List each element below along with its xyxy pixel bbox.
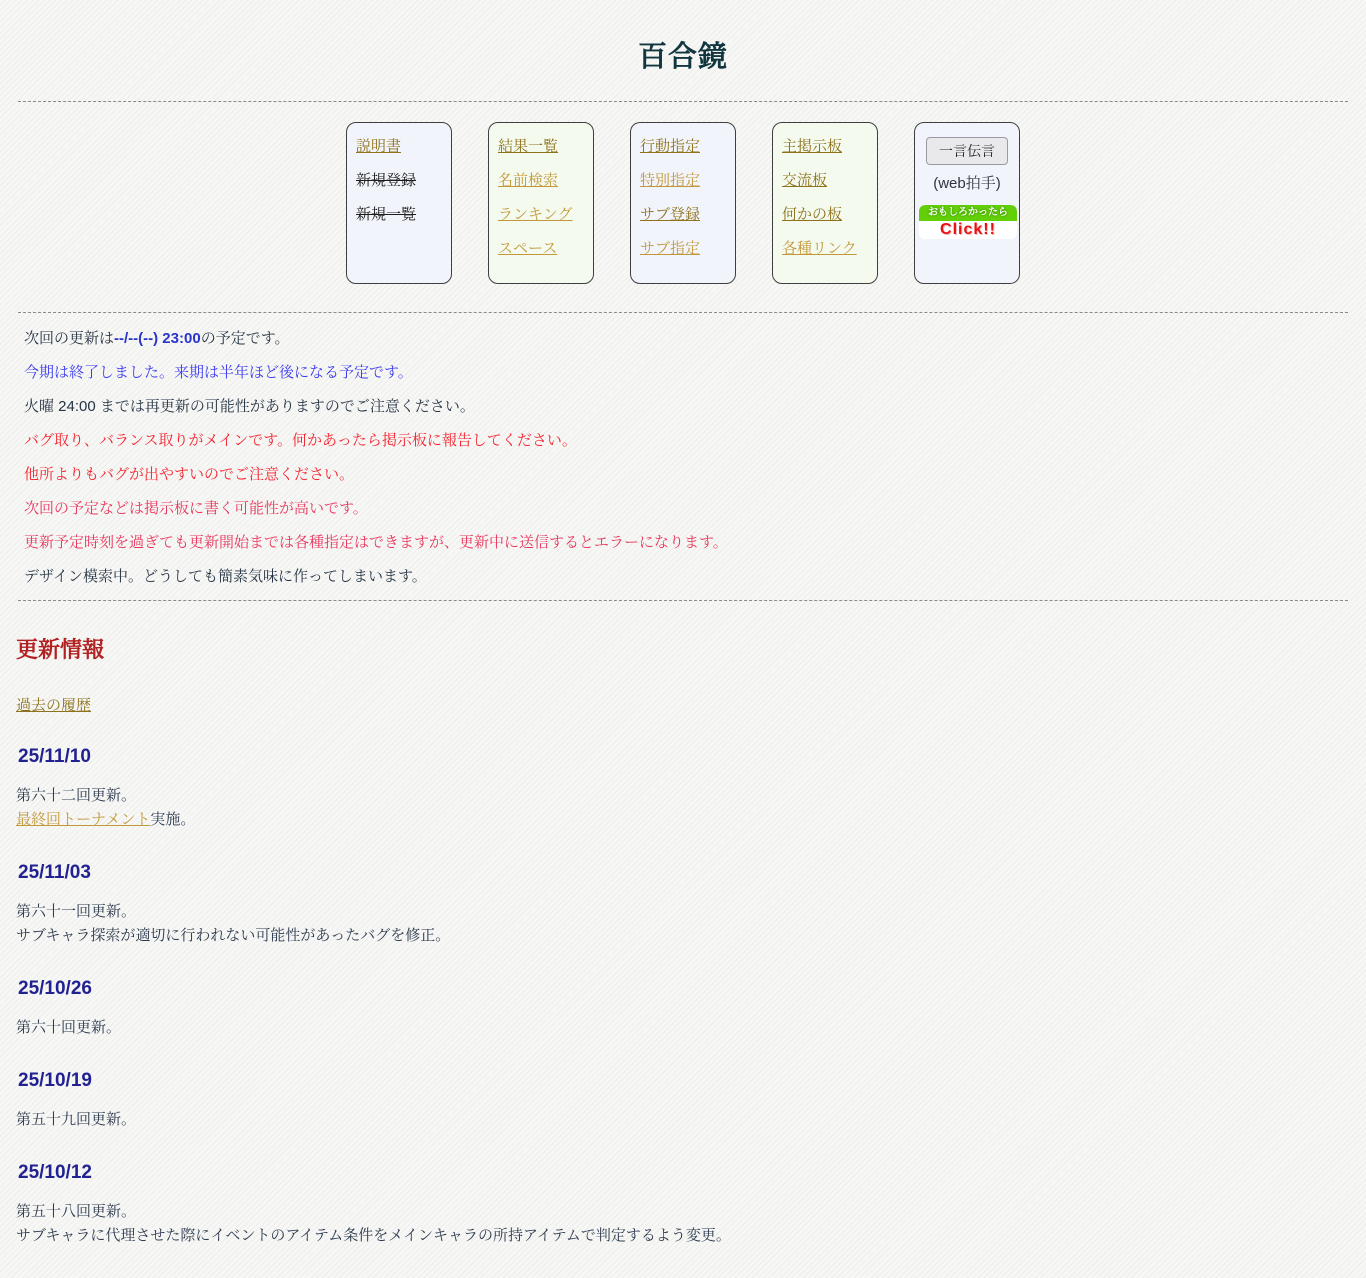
nav-box-orders — [630, 122, 736, 284]
update-line: 第六十回更新。 — [16, 1019, 122, 1036]
announcement-submission-error: 更新予定時刻を過ぎても更新開始までは各種指定はできますが、更新中に送信するとエラーになります。 — [24, 534, 728, 551]
misc-board-link[interactable]: 何かの板 — [782, 206, 843, 223]
announcement-bug-report: バグ取り、バランス取りがメインです。何かあったら掲示板に報告してください。 — [24, 432, 577, 449]
next-update-time: --/--(--) 23:00 — [114, 330, 201, 347]
update-line: サブキャラに代理させた際にイベントのアイテム条件をメインキャラの所持アイテムで判定するよう変更。 — [16, 1227, 731, 1244]
update-line: 第五十八回更新。 — [16, 1203, 137, 1220]
special-order-link[interactable]: 特別指定 — [640, 172, 701, 189]
banner-click-text: Click!! — [919, 221, 1017, 239]
update-date: 25/10/19 — [18, 1070, 92, 1091]
exchange-board-link[interactable]: 交流板 — [782, 172, 828, 189]
update-entry — [16, 1070, 1346, 1132]
update-entry — [16, 862, 1346, 948]
update-line: 第六十二回更新。 — [16, 787, 137, 804]
final-tournament-link[interactable]: 最終回トーナメント — [16, 811, 151, 828]
various-links-link[interactable]: 各種リンク — [782, 240, 857, 257]
update-entry — [16, 978, 1346, 1040]
nav-box-web-clap — [914, 122, 1020, 284]
update-entry — [16, 746, 1346, 832]
divider-top — [18, 101, 1348, 102]
announcements-section — [0, 313, 1366, 587]
banner-top-text: おもしろかったら — [919, 205, 1017, 221]
action-order-link[interactable]: 行動指定 — [640, 138, 701, 155]
sub-registration-link[interactable]: サブ登録 — [640, 206, 701, 223]
main-navigation — [0, 122, 1366, 284]
announcement-schedule-board: 次回の予定などは掲示板に書く可能性が高いです。 — [24, 500, 368, 517]
next-update-suffix: の予定です。 — [200, 330, 290, 347]
sub-order-link[interactable]: サブ指定 — [640, 240, 701, 257]
past-history-link[interactable]: 過去の履歴 — [16, 697, 92, 714]
results-list-link[interactable]: 結果一覧 — [498, 138, 559, 155]
update-line: 第六十一回更新。 — [16, 903, 137, 920]
announcement-re-update-warning: 火曜 24:00 までは再更新の可能性がありますのでご注意ください。 — [24, 398, 475, 415]
name-search-link[interactable]: 名前検索 — [498, 172, 559, 189]
new-list-item: 新規一覧 — [356, 206, 417, 223]
manual-link[interactable]: 説明書 — [356, 138, 402, 155]
updates-heading: 更新情報 — [16, 637, 105, 662]
update-line-suffix: 実施。 — [150, 811, 196, 828]
one-word-message-button[interactable]: 一言伝言 — [926, 137, 1008, 165]
nav-box-registration — [346, 122, 452, 284]
new-registration-item: 新規登録 — [356, 172, 417, 189]
web-clap-caption: (web拍手) — [933, 175, 1001, 192]
update-date: 25/10/12 — [18, 1162, 92, 1183]
space-link[interactable]: スペース — [498, 240, 558, 257]
updates-section — [0, 633, 1366, 1278]
update-line — [16, 808, 1346, 832]
announcement-bug-warning: 他所よりもバグが出やすいのでご注意ください。 — [24, 466, 355, 483]
page-title: 百合鏡 — [637, 41, 728, 73]
update-date: 25/11/03 — [18, 862, 91, 883]
announcement-season-ended: 今期は終了しました。来期は半年ほど後になる予定です。 — [24, 364, 413, 381]
announcement-next-update — [24, 328, 1346, 349]
announcement-design-note: デザイン模索中。どうしても簡素気味に作ってしまいます。 — [24, 568, 427, 585]
update-entry — [16, 1162, 1346, 1248]
update-date: 25/10/26 — [18, 978, 92, 999]
nav-box-results — [488, 122, 594, 284]
ranking-link[interactable]: ランキング — [498, 206, 573, 223]
main-board-link[interactable]: 主掲示板 — [782, 138, 843, 155]
next-update-prefix: 次回の更新は — [24, 330, 115, 347]
divider-updates-top — [18, 600, 1348, 601]
update-line: 第五十九回更新。 — [16, 1111, 137, 1128]
update-date: 25/11/10 — [18, 746, 91, 767]
web-clap-click-banner[interactable] — [919, 205, 1017, 239]
update-line: サブキャラ探索が適切に行われない可能性があったバグを修正。 — [16, 927, 451, 944]
nav-box-boards — [772, 122, 878, 284]
